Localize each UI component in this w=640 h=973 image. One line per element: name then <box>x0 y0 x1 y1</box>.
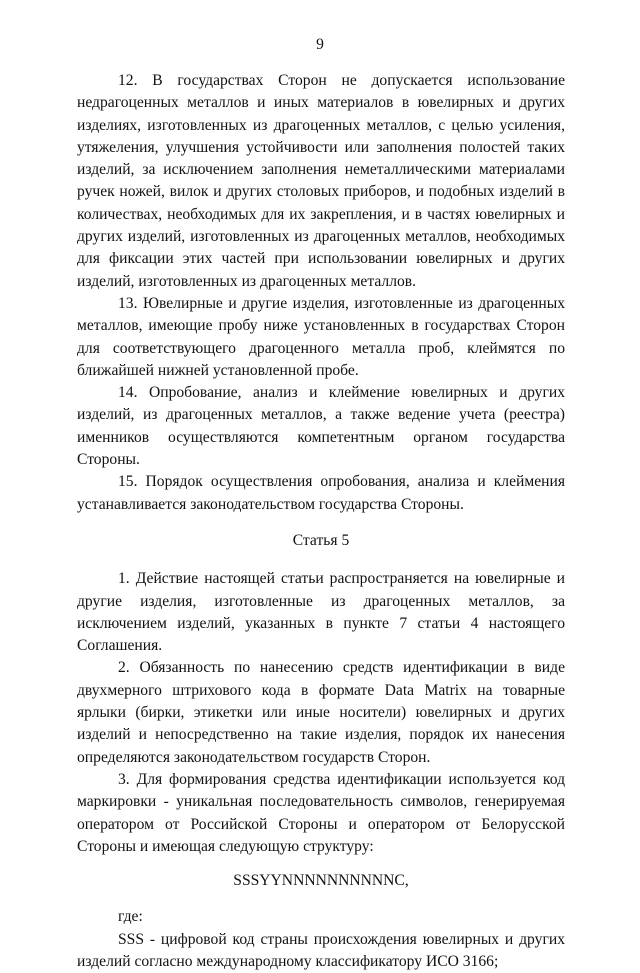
where-label: где: <box>118 908 143 926</box>
article-heading: Статья 5 <box>292 531 350 549</box>
sss-definition: SSS - цифровой код страны происхождения ювелирных и других изделий согласно международному классификатору ИСО 3166; <box>77 930 565 970</box>
article-paragraph-2: 2. Обязанность по нанесению средств идентификации в виде двухмерного штрихового кода в формате Data Matrix на товарные ярлыки (бирки, этикетки или иные носители) ювелирных и других изделий и непосредственно на такие изделия, порядок их нанесения определяются законодательством государств Сторон. <box>77 659 565 766</box>
code-structure-formula: SSSYYNNNNNNNNNNC, <box>233 872 409 890</box>
page-number: 9 <box>316 36 324 53</box>
article-paragraph-1: 1. Действие настоящей статьи распространяется на ювелирные и другие изделия, изготовленные из драгоценных металлов, за исключением изделий, указанных в пункте 7 статьи 4 настоящего Соглашения. <box>77 570 565 655</box>
paragraph-14: 14. Опробование, анализ и клеймение ювелирных и других изделий, из драгоценных металлов, а также ведение учета (реестра) именников осуществляются компетентным органом государства Стороны. <box>77 384 565 469</box>
document-body <box>77 70 565 973</box>
paragraph-13: 13. Ювелирные и другие изделия, изготовленные из драгоценных металлов, имеющие пробу ниже установленных в государствах Сторон для соответствующего драгоценного металла проб, клеймятся по ближайшей нижней установленной пробе. <box>77 294 565 379</box>
article-paragraph-3: 3. Для формирования средства идентификации используется код маркировки - уникальная последовательность символов, генерируемая оператором от Российской Стороны и оператором от Белорусской Стороны и имеющая следующую структуру: <box>77 770 565 855</box>
paragraph-12: 12. В государствах Сторон не допускается использование недрагоценных металлов и иных материалов в ювелирных и других изделиях, изготовленных из драгоценных металлов, с целью усиления, утяжеления, улучшения устойчивости или заполнения полостей таких изделий, за исключением заполнения неметаллическими материалами ручек ножей, вилок и других столовых приборов, и подобных изделий в количествах, необходимых для их закрепления, и в частях ювелирных и других изделий, изготовленных из драгоценных металлов, необходимых для фиксации этих частей при использовании ювелирных и других изделий, изготовленных из драгоценных металлов. <box>77 72 565 290</box>
paragraph-15: 15. Порядок осуществления опробования, анализа и клеймения устанавливается законодательством государства Стороны. <box>77 473 565 513</box>
